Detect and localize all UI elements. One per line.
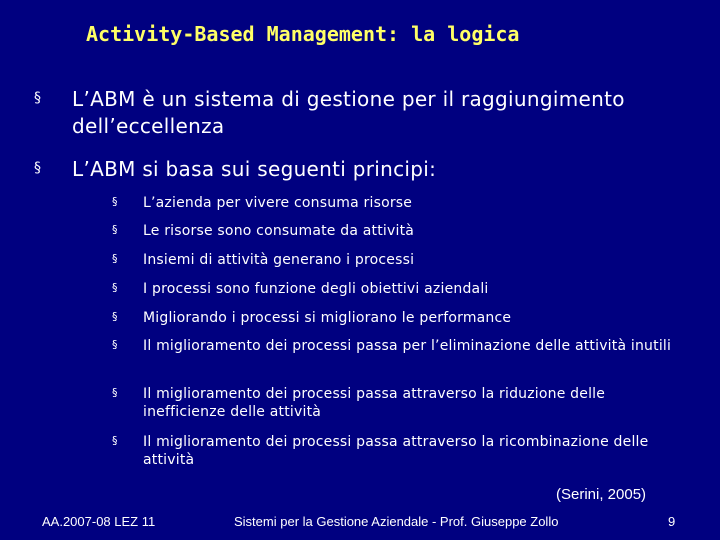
slide-title: Activity-Based Management: la logica	[86, 22, 520, 46]
bullet-icon: §	[112, 252, 118, 265]
bullet-icon: §	[112, 310, 118, 323]
bullet-icon: §	[112, 386, 118, 399]
sub-bullet-text: I processi sono funzione degli obiettivi aziendali	[143, 281, 489, 297]
bullet-icon: §	[112, 434, 118, 447]
bullet-icon: §	[112, 338, 118, 351]
sub-bullet-text: Le risorse sono consumate da attività	[143, 223, 415, 239]
bullet-icon: §	[34, 160, 41, 176]
sub-bullet-text: Il miglioramento dei processi passa per l’eliminazione delle attività inutili	[143, 338, 672, 354]
bullet-icon: §	[112, 223, 118, 236]
sub-bullet-text: Insiemi di attività generano i processi	[143, 252, 415, 268]
page-number: 9	[668, 514, 676, 529]
footer-author: Sistemi per la Gestione Aziendale - Prof. Giuseppe Zollo	[234, 514, 559, 529]
bullet-icon: §	[112, 195, 118, 208]
sub-bullet-text: Il miglioramento dei processi passa attraverso la riduzione delle inefficienze delle attività	[143, 386, 606, 420]
bullet-text: L’ABM si basa sui seguenti principi:	[72, 157, 437, 181]
footer-course: AA.2007-08 LEZ 11	[42, 514, 156, 529]
sub-bullet-text: Il miglioramento dei processi passa attraverso la ricombinazione delle attività	[143, 434, 649, 468]
bullet-icon: §	[34, 90, 41, 106]
citation: (Serini, 2005)	[556, 486, 647, 503]
sub-bullet-text: L’azienda per vivere consuma risorse	[143, 195, 413, 211]
sub-bullet-text: Migliorando i processi si migliorano le performance	[143, 310, 512, 326]
bullet-icon: §	[112, 281, 118, 294]
bullet-text: L’ABM è un sistema di gestione per il raggiungimento dell’eccellenza	[72, 87, 625, 138]
